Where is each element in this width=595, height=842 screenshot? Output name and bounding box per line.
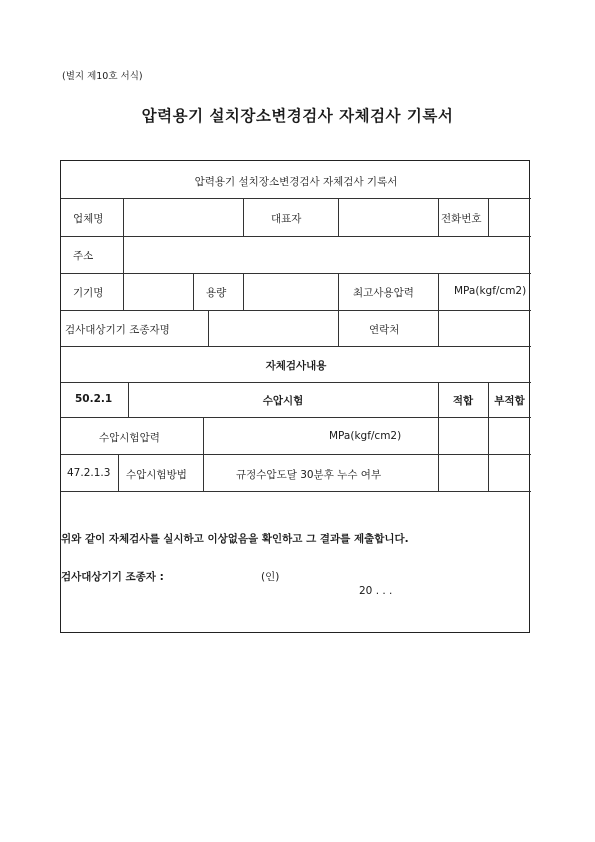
table-title: 압력용기 설치장소변경검사 자체검사 기록서 bbox=[194, 176, 398, 188]
method-description: 규정수압도달 30분후 누수 여부 bbox=[236, 469, 382, 481]
address-label: 주소 bbox=[73, 250, 94, 262]
section-header: 자체검사내용 bbox=[265, 360, 327, 372]
contact-label: 연락처 bbox=[369, 324, 400, 336]
phone-label: 전화번호 bbox=[441, 213, 482, 225]
inspection-record-form bbox=[60, 160, 530, 633]
page-title: 압력용기 설치장소변경검사 자체검사 기록서 bbox=[141, 107, 454, 125]
declaration-statement: 위와 같이 자체검사를 실시하고 이상없음을 확인하고 그 결과를 제출합니다. bbox=[61, 533, 409, 545]
method-label: 수압시험방법 bbox=[126, 469, 187, 481]
seal-mark: (인) bbox=[261, 571, 280, 583]
item-code: 50.2.1 bbox=[75, 393, 113, 405]
representative-label: 대표자 bbox=[271, 213, 302, 225]
max-pressure-unit: MPa(kgf/cm2) bbox=[454, 285, 527, 297]
test-pressure-label: 수압시험압력 bbox=[99, 432, 160, 444]
company-name-label: 업체명 bbox=[73, 213, 104, 225]
max-pressure-label: 최고사용압력 bbox=[353, 287, 414, 299]
operator-name-label: 검사대상기기 조종자명 bbox=[65, 324, 170, 336]
method-code: 47.2.1.3 bbox=[67, 467, 111, 479]
pass-column-header: 적합 bbox=[452, 395, 474, 407]
fail-column-header: 부적합 bbox=[494, 395, 525, 407]
test-pressure-unit: MPa(kgf/cm2) bbox=[329, 430, 402, 442]
device-name-label: 기기명 bbox=[73, 287, 104, 299]
form-reference: (별지 제10호 서식) bbox=[62, 71, 143, 82]
item-name: 수압시험 bbox=[262, 395, 304, 407]
signer-label: 검사대상기기 조종자 : bbox=[61, 571, 164, 583]
date-line: 20 . . . bbox=[359, 585, 393, 597]
capacity-label: 용량 bbox=[206, 287, 227, 299]
